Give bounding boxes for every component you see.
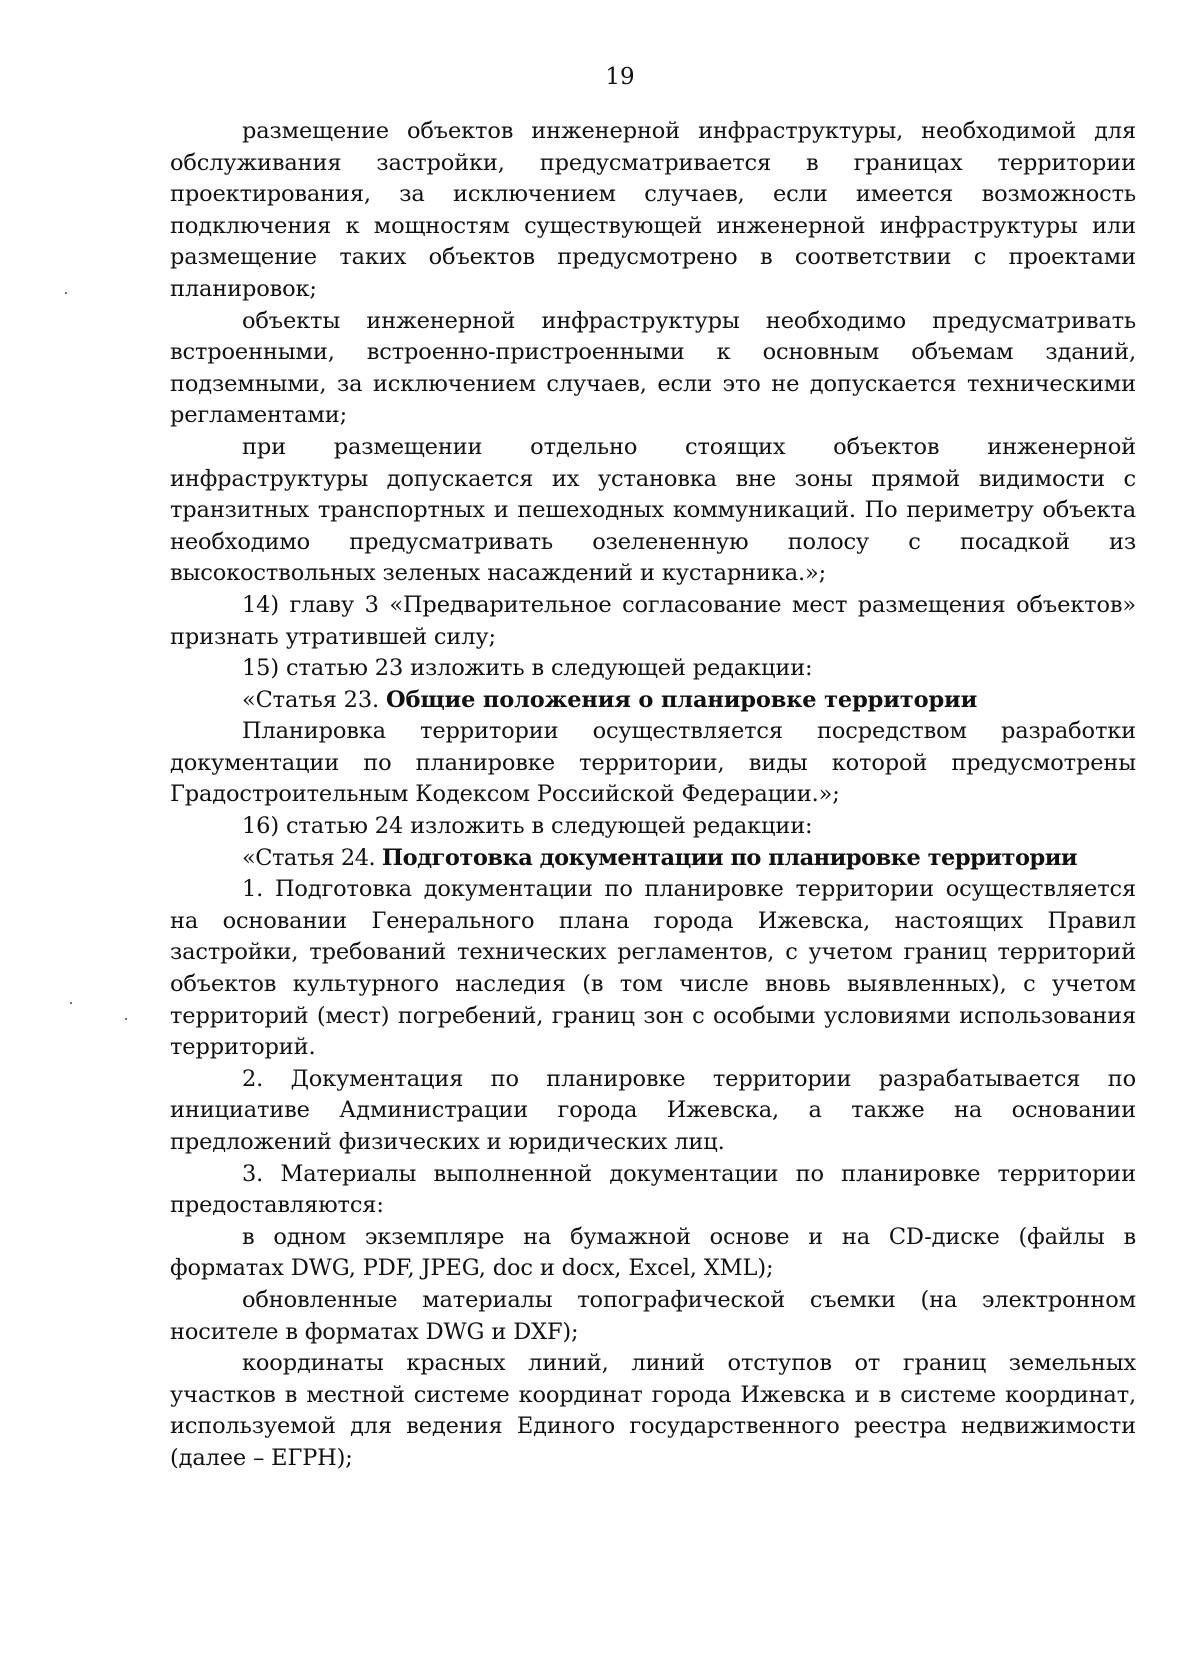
document-body — [170, 116, 1136, 1475]
paragraph-item-14: 14) главу 3 «Предварительное согласование мест размещения объектов» признать утратившей силу; — [170, 591, 1136, 650]
paragraph-engineering-placement: размещение объектов инженерной инфраструктуры, необходимой для обслуживания застройки, предусматривается в границах территории проектирования, за исключением случаев, если имеется возможность подключения к мощностям существующей инженерной инфраструктуры или размещение таких объектов предусмотрено в соответствии с проектами планировок; — [170, 118, 1136, 302]
paragraph-standalone-objects: при размещении отдельно стоящих объектов инженерной инфраструктуры допускается их установка вне зоны прямой видимости с транзитных транспортных и пешеходных коммуникаций. По периметру объекта необходимо предусматривать озелененную полосу с посадкой из высокоствольных зеленых насаждений и кустарника.»; — [170, 433, 1136, 587]
paragraph-topographic-survey: обновленные материалы топографической съемки (на электронном носителе в форматах DWG и DXF); — [170, 1286, 1136, 1345]
article-23-prefix: «Статья 23. — [242, 686, 387, 713]
paragraph-article-24-point-3: 3. Материалы выполненной документации по планировке территории предоставляются: — [170, 1160, 1136, 1219]
page-number: 19 — [605, 64, 635, 90]
paragraph-engineering-built-in: объекты инженерной инфраструктуры необходимо предусматривать встроенными, встроенно-пристроенными к основным объемам зданий, подземными, за исключением случаев, если это не допускается техническими регламентами; — [170, 307, 1136, 429]
scan-speck — [125, 1018, 127, 1020]
paragraph-article-23-text: Планировка территории осуществляется посредством разработки документации по планировке территории, виды которой предусмотрены Градостроительным Кодексом Российской Федерации.»; — [170, 718, 1136, 808]
article-24-title: Подготовка документации по планировке территории — [381, 844, 1078, 871]
paragraph-article-24-point-1: 1. Подготовка документации по планировке территории осуществляется на основании Генерального плана города Ижевска, настоящих Правил застройки, требований технических регламентов, с учетом границ территорий объектов культурного наследия (в том числе вновь выявленных), с учетом территорий (мест) погребений, границ зон с особыми условиями использования территорий. — [170, 876, 1136, 1061]
paragraph-item-15: 15) статью 23 изложить в следующей редакции: — [242, 655, 813, 682]
paragraph-article-24-point-2: 2. Документация по планировке территории разрабатывается по инициативе Администрации города Ижевска, а также на основании предложений физических и юридических лиц. — [170, 1065, 1136, 1155]
paragraph-paper-cd-copy: в одном экземпляре на бумажной основе и на CD-диске (файлы в форматах DWG, PDF, JPEG, doc и docx, Excel, XML); — [170, 1223, 1136, 1282]
scan-speck — [65, 292, 67, 294]
article-23-title: Общие положения о планировке территории — [386, 686, 978, 713]
scan-speck — [70, 1002, 72, 1004]
paragraph-red-lines-coordinates: координаты красных линий, линий отступов от границ земельных участков в местной системе координат города Ижевска и в системе координат, используемой для ведения Единого государственного реестра недвижимости (далее – ЕГРН); — [170, 1350, 1136, 1471]
article-24-heading — [170, 843, 1136, 875]
paragraph-item-16: 16) статью 24 изложить в следующей редакции: — [242, 813, 813, 840]
article-23-heading — [170, 685, 1136, 717]
article-24-prefix: «Статья 24. — [242, 844, 382, 871]
